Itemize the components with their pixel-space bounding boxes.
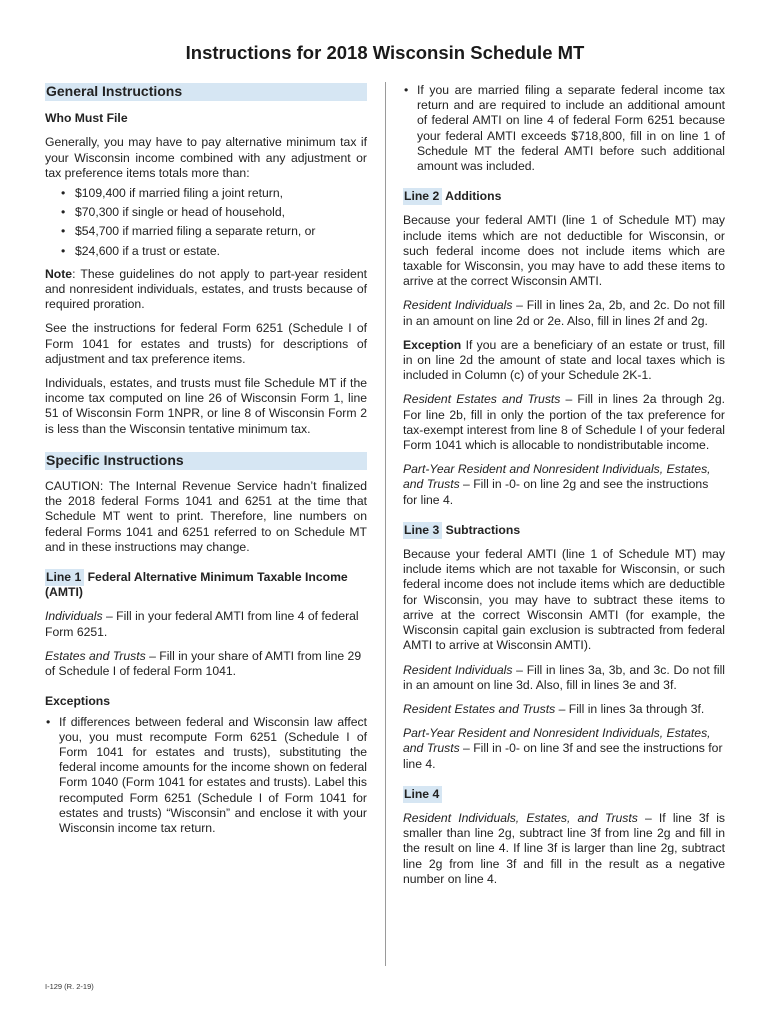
note-label: Note xyxy=(45,266,73,281)
partyear-text: – Fill in -0- on line 3f and see the instructions for line 4. xyxy=(403,741,723,771)
caution-text: CAUTION: The Internal Revenue Service hadn’t finalized the 2018 federal Forms 1041 and 6251 at the time that Schedule MT went to print. Therefore, line numbers on federal Forms 1041 and 6251 referred to on Schedule MT and in these instructions may change. xyxy=(45,479,367,554)
general-instructions-heading: General Instructions xyxy=(45,83,367,101)
line1-tag: Line 1 xyxy=(45,569,84,586)
estates-label: Resident Estates and Trusts xyxy=(403,701,556,716)
resident-text: – Fill in lines 2a, 2b, and 2c. Do not fill in an amount on line 2d or 2e. Also, fill in lines 2f and 2g. xyxy=(403,298,725,328)
line1-heading xyxy=(45,570,367,600)
threshold-list xyxy=(45,186,367,259)
who-must-file-heading: Who Must File xyxy=(45,111,128,126)
list-item: • If differences between federal and Wisconsin law affect you, you must recompute Form 6251 (Schedule I of Form 1041 for estates and trusts), substituting the federal income amounts for the income shown on federal Form 1040 (Form 1041 for estates and trusts). Label this recomputed Form 6251 (Schedule I of Form 1041 for estates and trusts) “Wisconsin” and enclose it with your Wisconsin income tax return. xyxy=(45,715,367,837)
see-instructions-text: See the instructions for federal Form 6251 (Schedule I of Form 1041 for estates and trusts) for descriptions of adjustment and tax preference items. xyxy=(45,321,367,366)
form-id-footer: I-129 (R. 2-19) xyxy=(45,982,94,991)
line2-title: Additions xyxy=(445,189,502,204)
note-text: : These guidelines do not apply to part-year resident and nonresident individuals, estates, and trusts because of required proration. xyxy=(45,266,367,312)
line2-tag: Line 2 xyxy=(403,188,442,205)
line4-label: Resident Individuals, Estates, and Trusts xyxy=(403,810,638,825)
list-item: • $54,700 if married filing a separate return, or xyxy=(45,224,367,239)
line3-heading xyxy=(403,523,725,538)
line4-tag: Line 4 xyxy=(403,786,442,803)
partyear-text: – Fill in -0- on line 2g and see the instructions for line 4. xyxy=(403,477,709,507)
individuals-label: Individuals xyxy=(45,609,103,624)
exceptions-list xyxy=(45,715,367,837)
estates-text: – Fill in lines 3a through 3f. xyxy=(555,701,705,716)
estates-text: – Fill in lines 2a through 2g. For line 2b, fill in only the portion of the tax preference for tax-exempt interest from line 8 of Schedule I of your federal Form 1041 which is allocable to nondistributable income. xyxy=(403,392,725,453)
line3-text: Because your federal AMTI (line 1 of Schedule MT) may include items which are not taxable for Wisconsin, or such federal income does not include items which are deductible for Wisconsin, you may have to subtract these items to arrive at the correct Wisconsin AMTI (for example, the Wisconsin capital gain exclusion is subtracted from federal AMTI to arrive at Wisconsin AMTI). xyxy=(403,547,725,653)
line3-resident xyxy=(403,663,725,693)
line2-partyear xyxy=(403,462,725,508)
column-divider xyxy=(385,82,386,966)
list-item: • $109,400 if married filing a joint return, xyxy=(45,186,367,201)
line3-estates xyxy=(403,702,725,717)
line1-title: Federal Alternative Minimum Taxable Income (AMTI) xyxy=(45,570,348,600)
left-column xyxy=(45,83,367,836)
line2-estates xyxy=(403,392,725,453)
line4-heading xyxy=(403,787,725,802)
resident-text: – Fill in lines 3a, 3b, and 3c. Do not fill in an amount on line 3d. Also, fill in lines 3e and 3f. xyxy=(403,662,725,692)
who-must-file-text: Generally, you may have to pay alternative minimum tax if your Wisconsin income combined with any adjustment or tax preference items totals more than: xyxy=(45,135,367,180)
must-file-text: Individuals, estates, and trusts must file Schedule MT if the income tax computed on line 26 of Wisconsin Form 1, line 51 of Wisconsin Form 1NPR, or line 8 of Wisconsin Form 2 is less than the Wisconsin tentative minimum tax. xyxy=(45,376,367,436)
list-item: • $24,600 if a trust or estate. xyxy=(45,244,367,259)
line3-partyear xyxy=(403,726,725,772)
note-paragraph xyxy=(45,267,367,313)
line2-heading xyxy=(403,189,725,204)
list-item: • If you are married filing a separate federal income tax return and are required to include an additional amount of federal AMTI on line 4 of federal Form 6251 because your federal AMTI exceeds $718,800, fill in on line 1 of Schedule MT the federal AMTI before such additional amount was included. xyxy=(403,83,725,174)
partyear-label: Part-Year Resident and Nonresident Individuals, Estates, and Trusts xyxy=(403,462,711,492)
line1-individuals xyxy=(45,609,367,639)
individuals-text: – Fill in your federal AMTI from line 4 of federal Form 6251. xyxy=(45,609,359,639)
exception-label: Exception xyxy=(403,337,462,352)
line4-text xyxy=(403,811,725,887)
line2-text: Because your federal AMTI (line 1 of Schedule MT) may include items which are not deductible for Wisconsin, or such federal income does not include items which are taxable for Wisconsin, you may have to add these items to arrive at the correct Wisconsin AMTI. xyxy=(403,213,725,289)
exception-text: If you are a beneficiary of an estate or trust, fill in on line 2d the amount of state and local taxes which is included in Column (c) of your Schedule 2K-1. xyxy=(403,337,725,383)
line3-title: Subtractions xyxy=(445,522,521,537)
line2-exception xyxy=(403,338,725,384)
line3-tag: Line 3 xyxy=(403,522,442,539)
specific-instructions-heading: Specific Instructions xyxy=(45,452,367,470)
resident-label: Resident Individuals xyxy=(403,662,513,677)
line2-resident xyxy=(403,298,725,328)
page-title: Instructions for 2018 Wisconsin Schedule MT xyxy=(185,42,585,63)
partyear-label: Part-Year Resident and Nonresident Individuals, Estates, and Trusts xyxy=(403,726,711,756)
exceptions-heading: Exceptions xyxy=(45,694,111,709)
line1-estates xyxy=(45,649,367,679)
resident-label: Resident Individuals xyxy=(403,298,513,313)
estates-text: – Fill in your share of AMTI from line 29 of Schedule I of federal Form 1041. xyxy=(45,648,362,679)
exceptions-list-continued xyxy=(403,83,725,174)
right-column xyxy=(403,83,725,887)
line4-body: – If line 3f is smaller than line 2g, subtract line 3f from line 2g and fill in the result on line 4. If line 3f is larger than line 2g, subtract line 2g from line 3f and fill in the result as a negative number on line 4. xyxy=(403,810,725,886)
estates-label: Resident Estates and Trusts xyxy=(403,392,561,407)
estates-label: Estates and Trusts xyxy=(45,648,146,663)
list-item: • $70,300 if single or head of household, xyxy=(45,205,367,220)
